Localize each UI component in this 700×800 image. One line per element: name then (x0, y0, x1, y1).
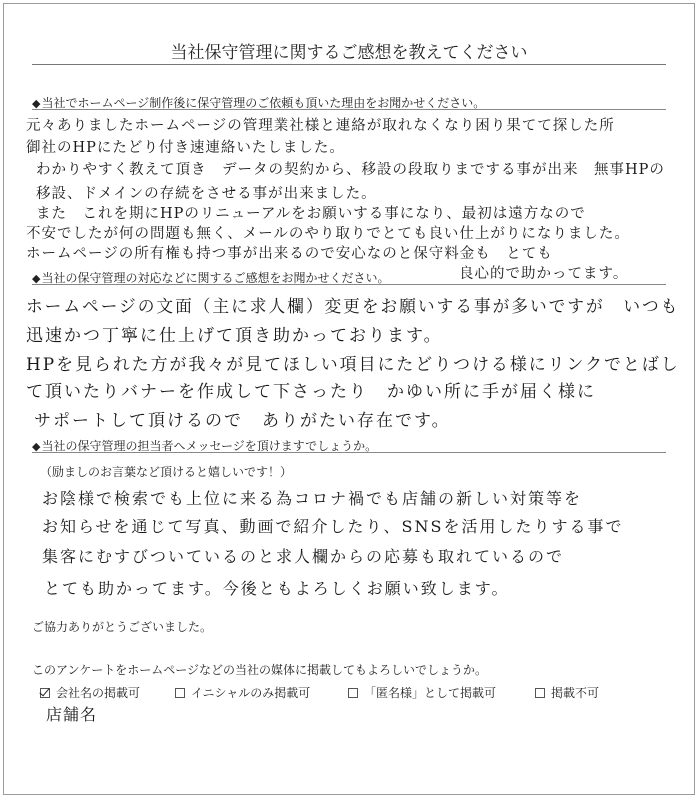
answer-2-line: サポートして頂けるので ありがたい存在です。 (34, 411, 451, 431)
option-label: 掲載不可 (551, 686, 600, 700)
publish-question: このアンケートをホームページなどの当社の媒体に掲載してもよろしいでしょうか。 (32, 663, 488, 677)
question-3 (32, 437, 666, 454)
answer-3-line: 集客にむすびついているのと求人欄からの応募も取れているので (42, 547, 565, 566)
question-2 (32, 269, 666, 286)
question-1 (32, 94, 666, 111)
question-2-rule (32, 284, 666, 285)
diamond-bullet-icon: ◆ (32, 272, 41, 285)
diamond-bullet-icon: ◆ (32, 97, 41, 110)
survey-sheet (3, 3, 695, 795)
option-company-name[interactable] (40, 684, 140, 701)
answer-2-line: ホームページの文面（主に求人欄）変更をお願いする事が多いですが いつも (26, 297, 680, 317)
question-3-hint: （励ましのお言葉など頂けると嬉しいです！） (40, 465, 293, 479)
diamond-bullet-icon: ◆ (32, 440, 41, 453)
answer-1-line: 御社のHPにたどり付き速連絡いたしました。 (26, 140, 345, 156)
option-initials-only[interactable] (175, 684, 310, 701)
answer-1-line: 不安でしたが何の問題も無く、メールのやり取りでとても良い仕上がりになりました。 (26, 226, 630, 242)
answer-1-line: ホームページの所有権も持つ事が出来るので安心なのと保守料金も とても (26, 246, 553, 262)
answer-1-line: 良心的で助かってます。 (459, 266, 629, 282)
question-2-text: 当社の保守管理の対応などに関するご感想をお聞かせください。 (41, 271, 390, 285)
option-label: イニシャルのみ掲載可 (191, 686, 311, 700)
question-1-text: 当社でホームページ制作後に保守管理のご依頼も頂いた理由をお聞かせください。 (41, 96, 486, 110)
survey-title: 当社保守管理に関するご感想を教えてください (170, 43, 528, 63)
option-label: 会社名の掲載可 (56, 686, 141, 700)
answer-2-line: HPを見られた方が我々が見てほしい項目にたどりつける様にリンクでとばし (26, 355, 680, 375)
question-3-text: 当社の保守管理の担当者へメッセージを頂けますでしょうか。 (41, 439, 378, 453)
option-label: 「匿名様」として掲載可 (364, 686, 497, 700)
checkbox-icon[interactable] (535, 688, 545, 698)
title-underline (32, 64, 666, 65)
thanks-text: ご協力ありがとうございました。 (32, 620, 213, 634)
answer-1-line: わかりやすく教えて頂き データの契約から、移設の段取りまでする事が出来 無事HPの (36, 162, 665, 178)
checkbox-icon[interactable] (175, 688, 185, 698)
answer-3-line: お知らせを通じて写真、動画で紹介したり、SNSを活用したりする事で (42, 517, 624, 536)
answer-1-line: また これを期にHPのリニューアルをお願いする事になり、最初は遠方なので (36, 206, 586, 222)
handwritten-company-name: 店舗名 (46, 705, 98, 724)
question-1-rule (32, 109, 666, 110)
answer-1-line: 元々ありましたホームページの管理業社様と連絡が取れなくなり困り果てて探した所 (26, 118, 615, 134)
answer-3-line: とても助かってます。今後ともよろしくお願い致します。 (44, 579, 510, 598)
question-3-rule (32, 452, 666, 453)
answer-2-line: 迅速かつ丁寧に仕上げて頂き助かっております。 (26, 326, 443, 346)
option-not-allowed[interactable] (535, 684, 599, 701)
checkbox-icon[interactable] (348, 688, 358, 698)
answer-3-line: お陰様で検索でも上位に来る為コロナ禍でも店舗の新しい対策等を (42, 489, 583, 508)
checked-checkbox-icon[interactable] (40, 688, 50, 698)
answer-1-line: 移設、ドメインの存続をさせる事が出来ました。 (36, 186, 377, 202)
answer-2-line: て頂いたりバナーを作成して下さったり かゆい所に手が届く様に (26, 382, 596, 402)
option-anonymous[interactable] (348, 684, 496, 701)
